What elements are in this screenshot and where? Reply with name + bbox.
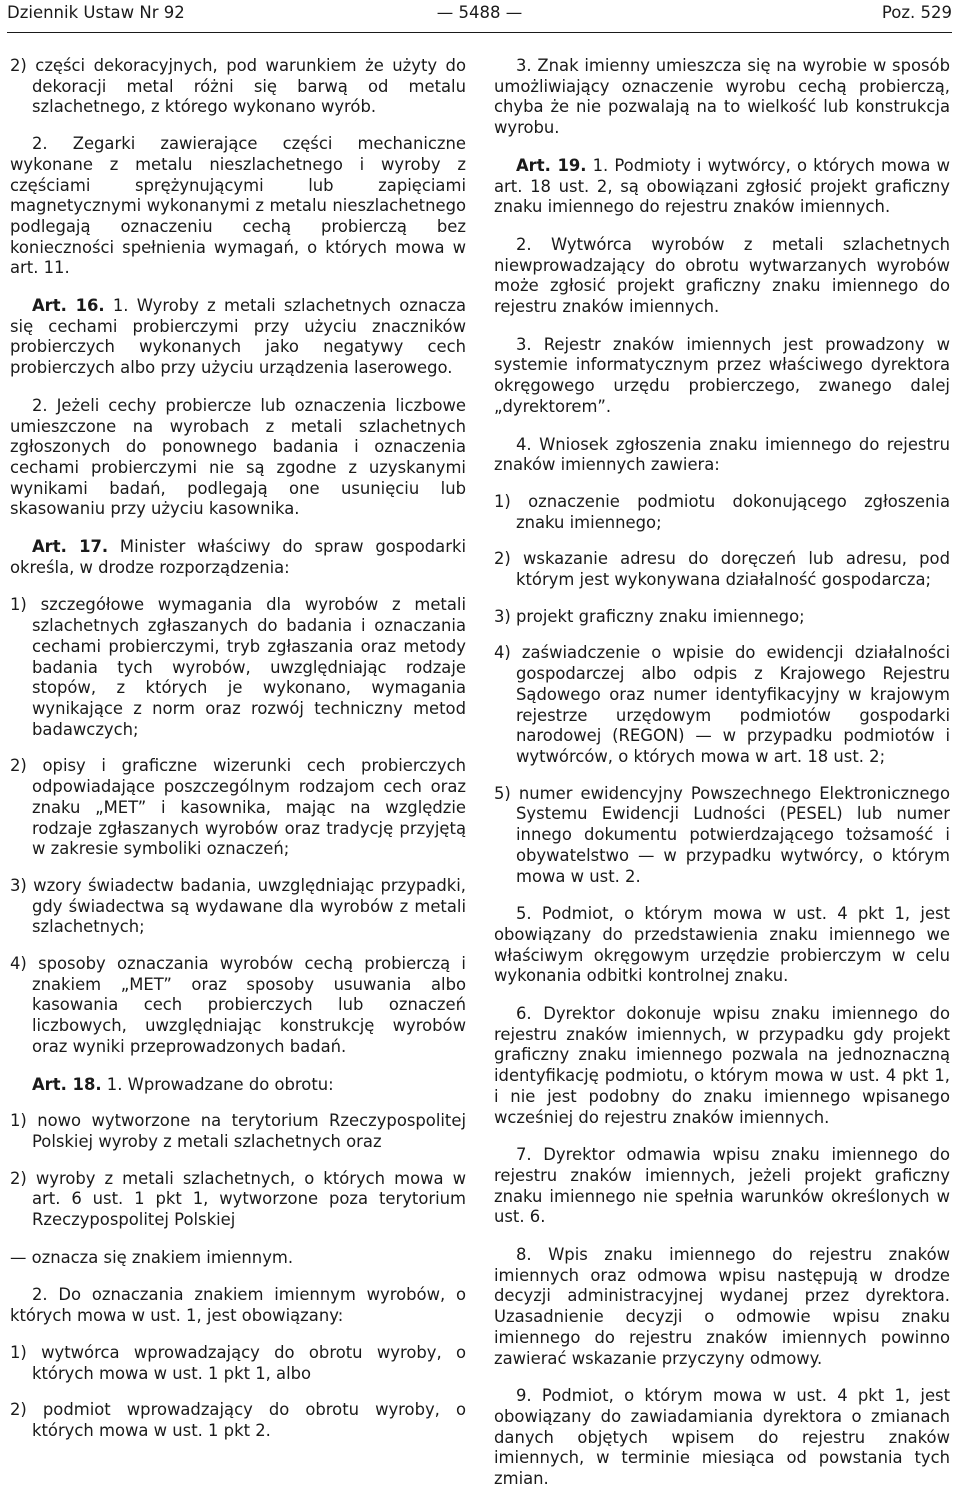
paragraph-text: 1) wytwórca wprowadzający do obrotu wyroby, o których mowa w ust. 1 pkt 1, albo: [10, 1342, 466, 1383]
list-item: [494, 607, 950, 628]
list-item: [10, 56, 466, 118]
paragraph-text: 5) numer ewidencyjny Powszechnego Elektronicznego Systemu Ewidencji Ludności (PESEL) lub numer innego dokumentu potwierdzającego tożsamość i obywatelstwo — w przypadku wytwórcy, o którym mowa w ust. 2.: [494, 783, 950, 886]
paragraph-text: 2. Wytwórca wyrobów z metali szlachetnych niewprowadzający do obrotu wytwarzanych wyrobów może zgłosić projekt graficzny znaku imiennego do rejestru znaków imiennych.: [494, 234, 950, 317]
paragraph: [494, 904, 950, 987]
paragraph: [10, 1285, 466, 1326]
paragraph: [494, 1386, 950, 1490]
paragraph-text: 3. Znak imienny umieszcza się na wyrobie w sposób umożliwiający oznaczenie wyrobu cechą probierczą, chyba że nie pozwalają na to wielkość lub konstrukcja wyrobu.: [494, 56, 950, 138]
paragraph: [10, 537, 466, 578]
article-number: Art. 16.: [32, 296, 105, 316]
right-column: [494, 56, 950, 1490]
page-number: — 5488 —: [436, 3, 523, 22]
paragraph: [494, 1245, 950, 1369]
left-column: [10, 56, 466, 1442]
paragraph: [494, 1145, 950, 1228]
paragraph-text: 9. Podmiot, o którym mowa w ust. 4 pkt 1, jest obowiązany do zawiadamiania dyrektora o zmianach danych objętych wpisem do rejestru znaków imiennych, w terminie miesiąca od powstania tych zmian.: [494, 1386, 950, 1489]
paragraph: [494, 156, 950, 218]
paragraph-text: 3) projekt graficzny znaku imiennego;: [494, 606, 805, 626]
page-header: [7, 3, 952, 31]
paragraph-text: 1. Podmioty i wytwórcy, o których mowa w art. 18 ust. 2, są obowiązani zgłosić projekt graficzny znaku imiennego do rejestru znaków imiennych.: [494, 155, 950, 217]
paragraph-text: 8. Wpis znaku imiennego do rejestru znaków imiennych oraz odmowa wpisu następują w drodze decyzji administracyjnej wydanej przez dyrektora. Uzasadnienie decyzji o odmowie wpisu znaku imiennego do rejestru znaków imiennych powinno zawierać wskazanie przyczyny odmowy.: [494, 1245, 950, 1368]
list-item: [10, 756, 466, 860]
list-item: [494, 549, 950, 590]
paragraph-text: 2) wskazanie adresu do doręczeń lub adresu, pod którym jest wykonywana działalność gospodarcza;: [494, 549, 950, 590]
paragraph-text: 1. Wyroby z metali szlachetnych oznacza się cechami probierczymi przy użyciu znaczników probierczych wykonanych jako negatywy cech probierczych albo przy użyciu urządzenia laserowego.: [10, 296, 467, 378]
list-item: [10, 1169, 466, 1231]
paragraph-text: 1) nowo wytworzone na terytorium Rzeczypospolitej Polskiej wyroby z metali szlachetnych oraz: [10, 1111, 466, 1151]
paragraph-text: Minister właściwy do spraw gospodarki określa, w drodze rozporządzenia:: [10, 537, 467, 577]
paragraph: [10, 134, 466, 279]
paragraph: [494, 335, 950, 418]
paragraph-text: 4. Wniosek zgłoszenia znaku imiennego do rejestru znaków imiennych zawiera:: [494, 434, 950, 475]
paragraph-text: 2. Zegarki zawierające części mechaniczne wykonane z metalu nieszlachetnego i wyroby z częściami sprężynującymi lub zapięciami magnetycznymi wykonanymi z metalu nieszlachetnego podlegają oznaczeniu cechą probierczą bez konieczności spełnienia wymagań, o których mowa w art. 11.: [10, 134, 466, 278]
paragraph-text: 3. Rejestr znaków imiennych jest prowadzony w systemie informatycznym przez właściwego dyrektora okręgowego urzędu probierczego, zwanego dalej „dyrektorem”.: [494, 334, 950, 416]
position-number: Poz. 529: [881, 3, 952, 22]
paragraph: [10, 1075, 466, 1096]
list-item: [10, 595, 466, 740]
paragraph-text: 2. Do oznaczania znakiem imiennym wyrobów, o których mowa w ust. 1, jest obowiązany:: [10, 1285, 466, 1326]
paragraph-text: 1) szczegółowe wymagania dla wyrobów z metali szlachetnych zgłaszanych do badania i oznaczania cechami probierczymi, tryb zgłaszania oraz metody badania tych wyrobów, uwzględniając rodzaje stopów, z których je wykonano, wymagania wynikające z norm oraz rozwój techniczny metod badawczych;: [10, 595, 466, 739]
list-item: [10, 1343, 466, 1384]
paragraph-text: 2) opisy i graficzne wizerunki cech probierczych odpowiadające poszczególnym rodzajom cech oraz znaku „MET” i kasownika, mając na względzie rodzaje zgłaszanych wyrobów oraz tradycję przyjętą w zakresie symboliki oznaczeń;: [10, 756, 466, 859]
paragraph: [494, 235, 950, 318]
paragraph: [494, 1004, 950, 1128]
list-item: [10, 954, 466, 1058]
paragraph: [494, 435, 950, 476]
list-item: [10, 1111, 466, 1152]
paragraph: [494, 56, 950, 139]
paragraph-text: 3) wzory świadectw badania, uwzględniając przypadki, gdy świadectwa są wydawane dla wyrobów z metali szlachetnych;: [10, 875, 466, 937]
paragraph-text: 7. Dyrektor odmawia wpisu znaku imiennego do rejestru znaków imiennych, jeżeli projekt graficzny znaku imiennego nie spełnia warunków określonych w ust. 6.: [494, 1145, 950, 1227]
paragraph: [10, 396, 466, 520]
paragraph-text: 4) zaświadczenie o wpisie do ewidencji działalności gospodarczej albo odpis z Krajowego Rejestru Sądowego oraz numer identyfikacyjny w krajowym rejestrze urzędowym podmiotów gospodarki narodowej (REGON) — w przypadku podmiotów i wytwórców, o których mowa w art. 18 ust. 2;: [494, 643, 950, 766]
paragraph-text: 2) wyroby z metali szlachetnych, o których mowa w art. 6 ust. 1 pkt 1, wytworzone poza terytorium Rzeczypospolitej Polskiej: [10, 1168, 466, 1230]
paragraph-text: 5. Podmiot, o którym mowa w ust. 4 pkt 1, jest obowiązany do przedstawienia znaku imiennego we właściwym okręgowym urzędzie probierczym w celu wykonania odbitki kontrolnej znaku.: [494, 904, 950, 986]
paragraph-text: 1) oznaczenie podmiotu dokonującego zgłoszenia znaku imiennego;: [494, 491, 950, 532]
list-item: [10, 876, 466, 938]
list-item: [494, 784, 950, 888]
paragraph-text: 2. Jeżeli cechy probiercze lub oznaczenia liczbowe umieszczone na wyrobach z metali szlachetnych zgłoszonych do ponownego badania i oznaczenia cechami probierczymi nie są zgodne z uzyskanymi wynikami badań, podlegają one usunięciu lub skasowaniu przy użyciu kasownika.: [10, 395, 466, 519]
paragraph-text: 1. Wprowadzane do obrotu:: [101, 1074, 334, 1094]
header-rule: [7, 32, 952, 33]
paragraph: [10, 1248, 466, 1269]
journal-title: Dziennik Ustaw Nr 92: [7, 3, 185, 22]
article-number: Art. 17.: [32, 537, 109, 557]
article-number: Art. 18.: [32, 1074, 102, 1094]
paragraph-text: 2) podmiot wprowadzający do obrotu wyroby, o których mowa w ust. 1 pkt 2.: [10, 1400, 466, 1440]
list-item: [494, 643, 950, 767]
list-item: [494, 492, 950, 533]
paragraph-text: 2) części dekoracyjnych, pod warunkiem że użyty do dekoracji metal różni się barwą od metalu szlachetnego, z którego wykonano wyrób.: [10, 56, 466, 117]
paragraph-text: 4) sposoby oznaczania wyrobów cechą probierczą i znakiem „MET” oraz sposoby usuwania albo kasowania cech probierczych lub oznaczeń liczbowych, uwzględniając konstrukcję wyrobów oraz wyniki przeprowadzonych badań.: [10, 954, 466, 1056]
article-number: Art. 19.: [516, 155, 587, 175]
paragraph: [10, 296, 466, 379]
paragraph-text: — oznacza się znakiem imiennym.: [10, 1247, 294, 1267]
list-item: [10, 1400, 466, 1441]
paragraph-text: 6. Dyrektor dokonuje wpisu znaku imiennego do rejestru znaków imiennych, w przypadku gdy projekt graficzny znaku imiennego pozwala na jednoznaczną identyfikację podmiotu, o którym mowa w ust. 4 pkt 1, i nie jest podobny do znaku imiennego wpisanego wcześniej do rejestru znaków imiennych.: [494, 1004, 950, 1127]
